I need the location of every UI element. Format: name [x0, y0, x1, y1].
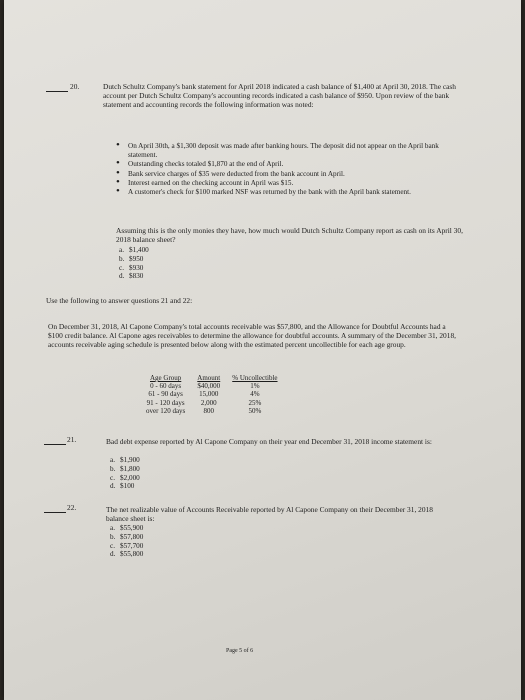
option-d[interactable]: d. $830 [119, 272, 144, 281]
table-row: 91 - 120 days 2,000 25% [146, 398, 262, 407]
bullet-item: • Bank service charges of $35 were deducted from the bank account in April. [116, 170, 461, 179]
option-b[interactable]: b. $57,800 [110, 532, 144, 541]
option-a[interactable]: a. $1,400 [119, 246, 149, 254]
bullet-item: • On April 30th, a $1,300 deposit was made after banking hours. The deposit did not appear on the April bank statement. [116, 142, 461, 160]
answer-blank-22[interactable] [44, 505, 66, 513]
question-number-21: 21. [67, 435, 77, 444]
question-22-options [110, 524, 143, 559]
instructions-text: Use the following to answer questions 21 and 22: [46, 296, 193, 305]
table-header-row [140, 374, 284, 382]
column-header: % Uncollectible [232, 374, 278, 382]
column-header: Amount [197, 374, 221, 382]
question-21-text: Bad debt expense reported by Al Capone Company on their year end December 31, 2018 income statement is: [106, 437, 432, 446]
option-d[interactable]: d. $55,800 [110, 550, 144, 559]
table-row: 61 - 90 days 15,000 4% [148, 390, 260, 399]
scenario-text: On December 31, 2018, Al Capone Company's total accounts receivable was $57,800, and the Allowance for Doubtful Accounts had a $100 credit balance. Al Capone ages receivables to determine the allowance for doubtful accounts. A summary of the December 31, 2018, accounts receivable aging schedule is presented below along with the estimated percent uncollectible for each age group. [48, 322, 456, 350]
question-20-options [119, 246, 149, 281]
document-page [4, 0, 521, 700]
option-c[interactable]: c. $930 [119, 263, 144, 272]
option-a[interactable]: a. $1,900 [110, 456, 140, 464]
option-c[interactable]: c. $57,700 [110, 541, 144, 550]
answer-blank-21[interactable] [44, 437, 66, 445]
option-a[interactable]: a. $55,900 [110, 524, 144, 532]
aging-schedule-table [140, 374, 284, 415]
question-22-text: The net realizable value of Accounts Receivable reported by Al Capone Company on their December 31, 2018 balance sheet is: [106, 505, 433, 524]
table-row: 0 - 60 days $40,000 1% [150, 382, 260, 391]
bullet-item: • Interest earned on the checking account in April was $15. [116, 179, 461, 188]
question-number-20: 20. [70, 82, 80, 91]
page-number: Page 5 of 6 [226, 648, 254, 654]
option-c[interactable]: c. $2,000 [110, 473, 140, 482]
question-20-prompt: Assuming this is the only monies they have, how much would Dutch Schultz Company report as cash on its April 30, 2018 balance sheet? [116, 226, 463, 245]
bullet-item: • A customer's check for $100 marked NSF was returned by the bank with the April bank statement. [116, 188, 461, 197]
bullet-item: • Outstanding checks totaled $1,870 at the end of April. [116, 160, 461, 169]
question-20-text: Dutch Schultz Company's bank statement for April 2018 indicated a cash balance of $1,400 at April 30, 2018. The cash account per Dutch Schultz Company's accounting records indicated a cash balance of $950. Upon review of the bank statement and accounting records the following information was noted: [103, 82, 456, 110]
column-header: Age Group [149, 374, 182, 382]
table-row: over 120 days 800 50% [146, 406, 262, 415]
option-b[interactable]: b. $950 [119, 254, 144, 263]
question-20-bullets [116, 142, 461, 198]
answer-blank-20[interactable] [46, 84, 68, 92]
option-b[interactable]: b. $1,800 [110, 464, 140, 473]
question-number-22: 22. [67, 503, 77, 512]
option-d[interactable]: d. $100 [110, 482, 135, 491]
question-21-options [110, 456, 140, 491]
